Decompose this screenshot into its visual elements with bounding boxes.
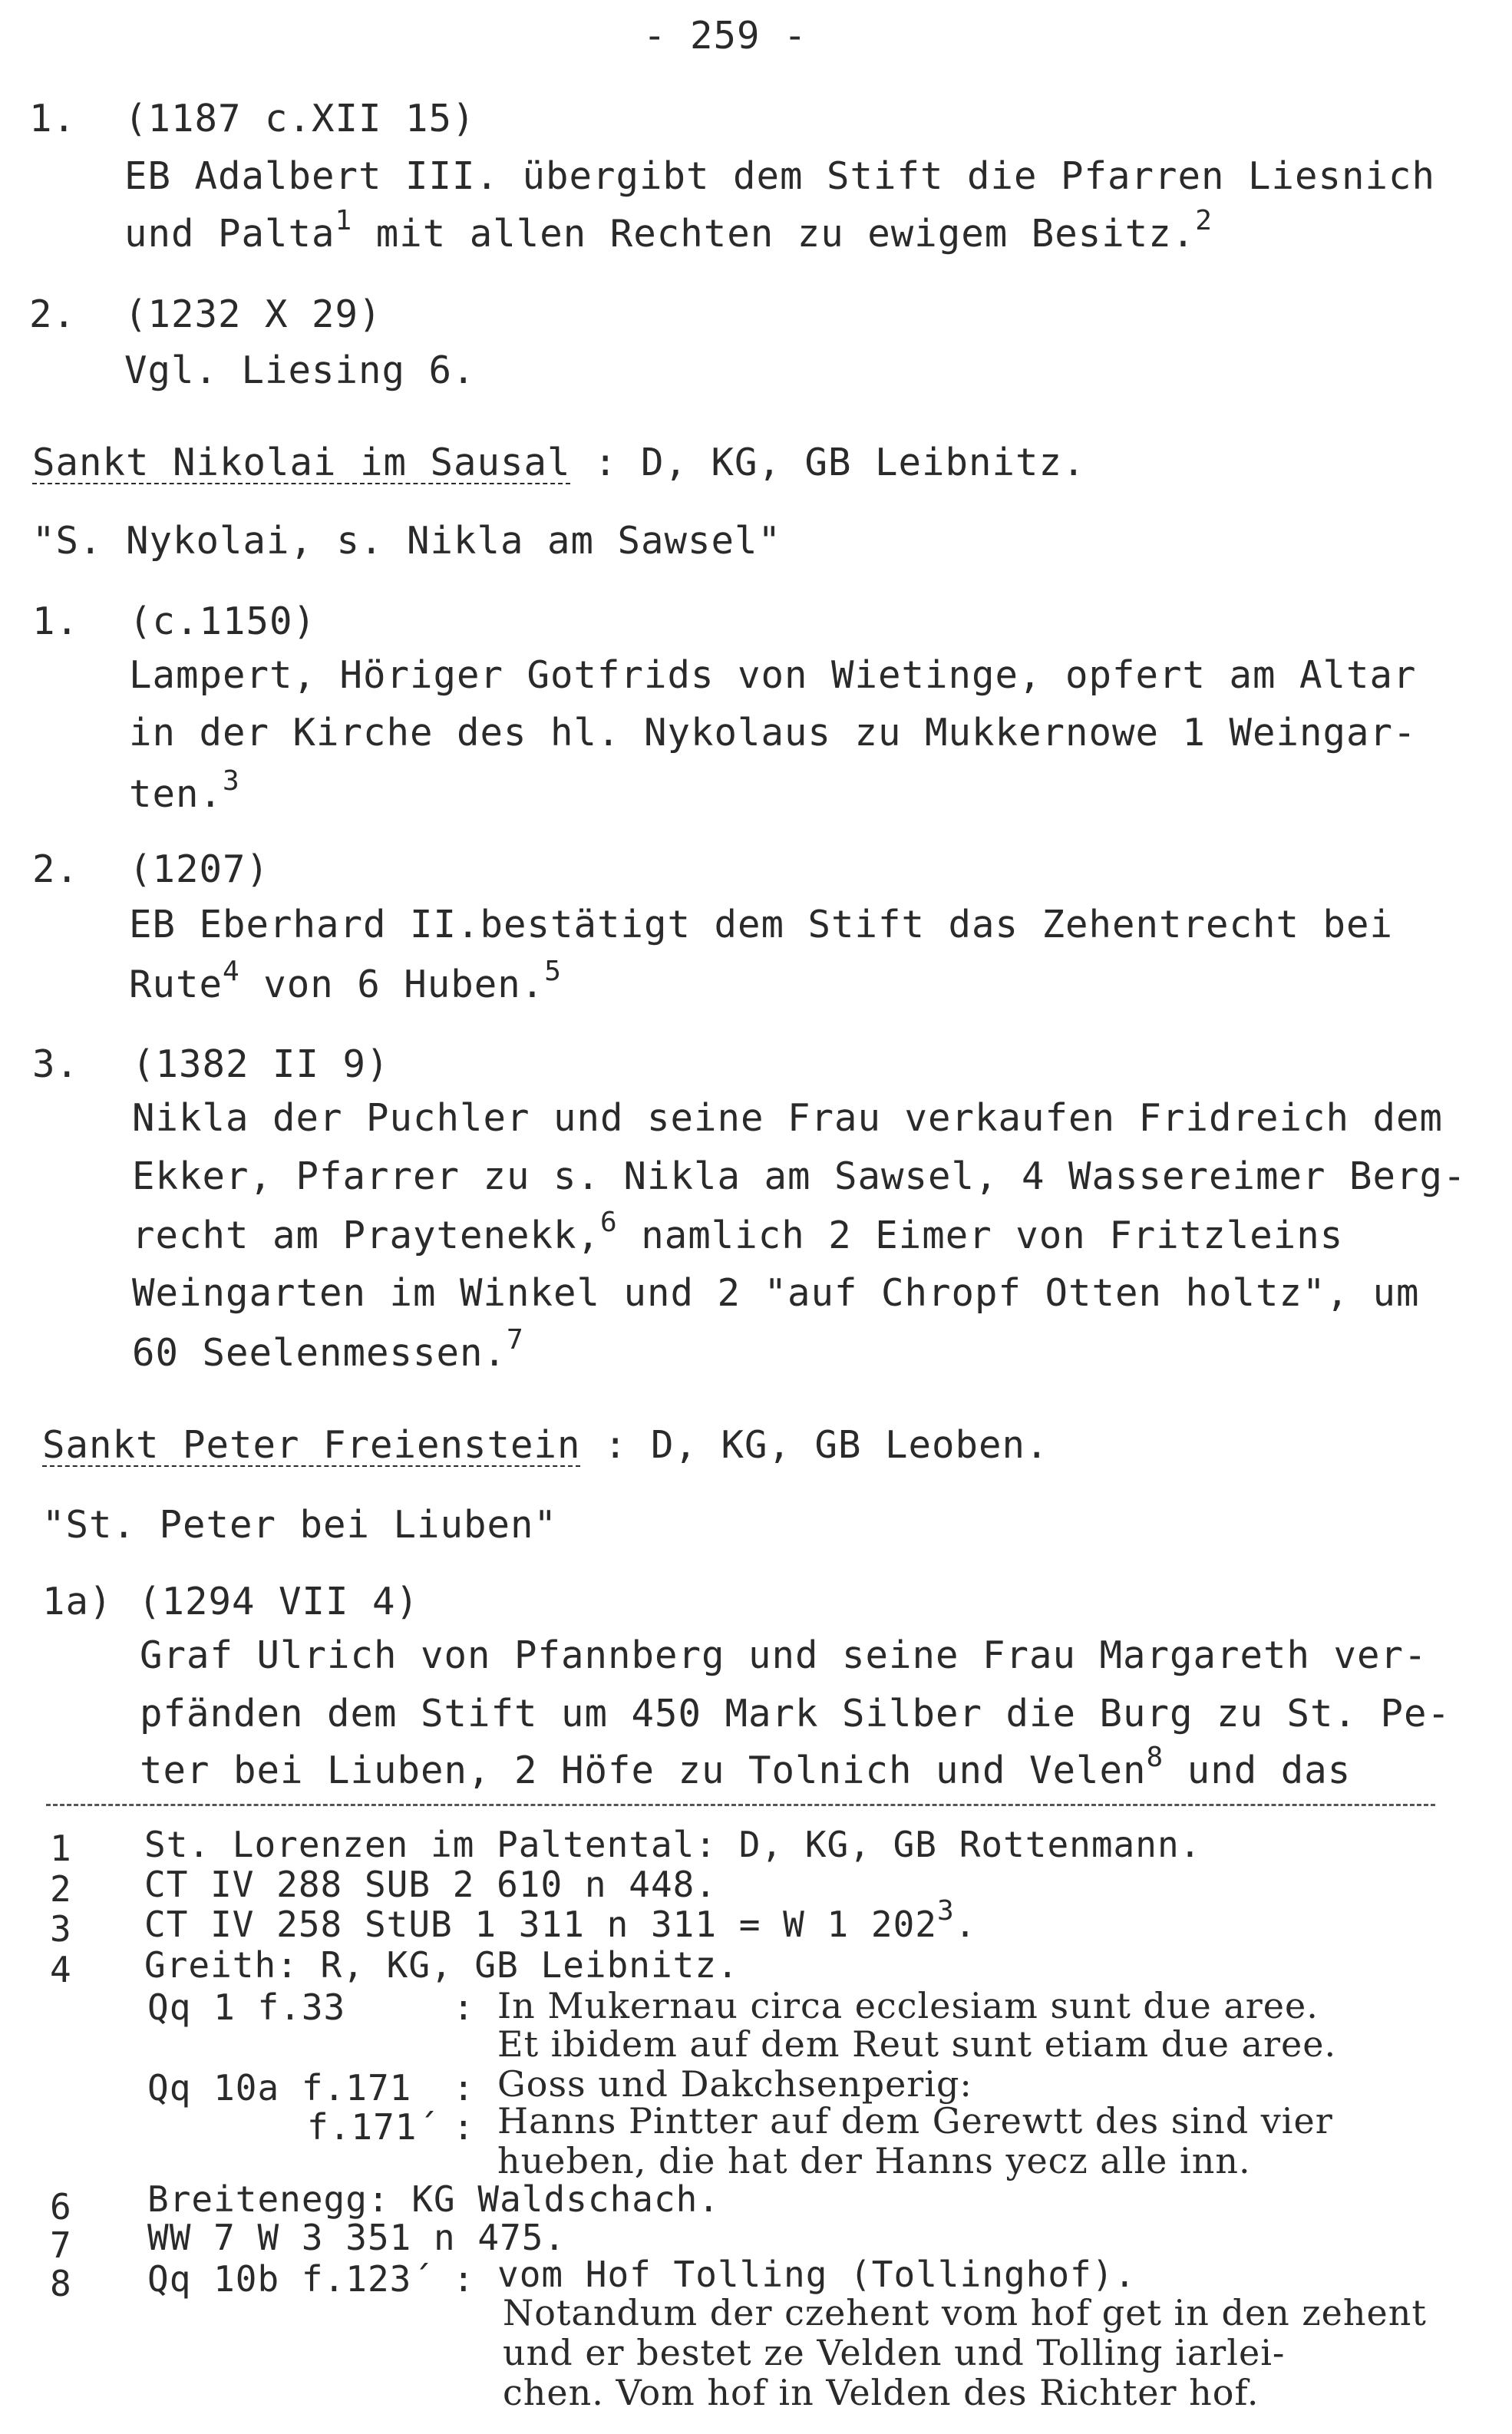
entry-date: (1207) [129,847,270,891]
footnote-text: Greith: R, KG, GB Leibnitz. [144,1944,739,1986]
entry-number: 1. [32,599,80,643]
source-colon: : [453,1987,475,2028]
footnote-number: 3 [50,1908,72,1950]
quote-line: chen. Vom hof in Velden des Richter hof. [503,2372,1259,2413]
entry-line: Graf Ulrich von Pfannberg und seine Frau Margareth ver- [140,1633,1428,1677]
quote-line: Hanns Pintter auf dem Gerewtt des sind vier [497,2100,1333,2142]
footnote-ref: 3 [937,1895,955,1927]
entry-date: (1187 c.XII 15) [124,97,476,140]
entry-line: EB Eberhard II.bestätigt dem Stift das Zehentrecht bei [129,903,1394,946]
entry-number: 1. [29,97,77,140]
entry-date: (1382 II 9) [132,1042,390,1086]
quote-line: vom Hof Tolling (Tollinghof). [497,2254,1137,2295]
place-heading: Sankt Nikolai im Sausal : D, KG, GB Leibnitz. [32,441,1086,484]
source-colon: : [453,2258,475,2300]
footnote-ref: 6 [600,1207,618,1238]
footnote-ref: 7 [507,1324,524,1356]
entry-line: Rute$^4$ von 6 Huben.$^5$ [129,956,562,1006]
footnote-number: 7 [50,2224,72,2266]
quote-line: Notandum der czehent vom hof get in den zehent [503,2292,1427,2333]
footnote-text: WW 7 W 3 351 n 475. [147,2217,566,2258]
place-heading: Sankt Peter Freienstein : D, KG, GB Leoben. [42,1423,1049,1467]
footnote-number: 2 [50,1868,72,1910]
entry-number: 1a) [42,1580,113,1623]
entry-number: 2. [32,847,80,891]
footnote-ref: 2 [1195,205,1213,236]
footnote-divider [46,1804,1435,1806]
quote-line: Et ibidem auf dem Reut sunt etiam due aree. [497,2023,1337,2065]
footnote-number: 4 [50,1949,72,1990]
entry-line: und Palta$^1$ mit allen Rechten zu ewigem Besitz.$^2$ [124,205,1213,256]
entry-date: (1294 VII 4) [138,1580,420,1623]
page-number: - 259 - [643,14,807,58]
place-quote: "S. Nykolai, s. Nikla am Sawsel" [32,519,782,563]
footnote-text: St. Lorenzen im Paltental: D, KG, GB Rottenmann. [144,1824,1202,1865]
source-ref: Qq 10a f.171 [147,2067,412,2109]
entry-line: 60 Seelenmessen.$^7$ [132,1324,524,1375]
entry-line: EB Adalbert III. übergibt dem Stift die Pfarren Liesnich [124,154,1436,198]
place-name: Sankt Nikolai im Sausal [32,441,571,484]
footnote-ref: 8 [1146,1742,1164,1773]
quote-line: Goss und Dakchsenperig: [497,2063,972,2105]
footnote-number: 1 [50,1828,72,1869]
place-name: Sankt Peter Freienstein [42,1423,581,1467]
source-ref: Qq 10b f.123´ [147,2258,434,2300]
place-quote: "St. Peter bei Liuben" [42,1503,558,1547]
footnote-ref: 1 [335,205,353,236]
entry-date: (c.1150) [129,599,317,643]
source-ref: Qq 1 f.33 [147,1987,346,2028]
entry-line: Lampert, Höriger Gotfrids von Wietinge, opfert am Altar [129,653,1417,697]
entry-line: ten.$^3$ [129,765,240,816]
entry-line: Nikla der Puchler und seine Frau verkaufen Fridreich dem [132,1096,1444,1140]
entry-line: ter bei Liuben, 2 Höfe zu Tolnich und Velen$^8$ und das [140,1742,1352,1792]
entry-line: pfänden dem Stift um 450 Mark Silber die Burg zu St. Pe- [140,1692,1451,1736]
footnote-text: CT IV 288 SUB 2 610 n 448. [144,1864,718,1905]
entry-number: 3. [32,1042,80,1086]
entry-line: Weingarten im Winkel und 2 "auf Chropf Otten holtz", um [132,1271,1420,1315]
entry-line: Vgl. Liesing 6. [124,348,476,392]
footnote-text: CT IV 258 StUB 1 311 n 311 = W 1 $202^3$. [144,1895,977,1945]
footnote-text: Breitenegg: KG Waldschach. [147,2178,721,2220]
entry-date: (1232 X 29) [124,292,382,336]
source-colon: : [453,2067,475,2109]
entry-line: in der Kirche des hl. Nykolaus zu Mukkernowe 1 Weingar- [129,711,1417,755]
source-ref: f.171´ [307,2106,440,2148]
entry-number: 2. [29,292,77,336]
quote-line: In Mukernau circa ecclesiam sunt due aree. [497,1985,1319,2026]
footnote-ref: 3 [223,765,240,797]
footnote-ref: 4 [223,956,240,987]
quote-line: hueben, die hat der Hanns yecz alle inn. [497,2140,1251,2181]
footnote-number: 6 [50,2186,72,2228]
footnote-number: 8 [50,2263,72,2304]
footnote-ref: 5 [544,956,562,987]
entry-line: Ekker, Pfarrer zu s. Nikla am Sawsel, 4 Wassereimer Berg- [132,1154,1467,1198]
entry-line: recht am Praytenekk,$^6$ namlich 2 Eimer von Fritzleins [132,1207,1344,1257]
quote-line: und er bestet ze Velden und Tolling iarlei- [503,2332,1286,2373]
source-colon: : [453,2106,475,2148]
